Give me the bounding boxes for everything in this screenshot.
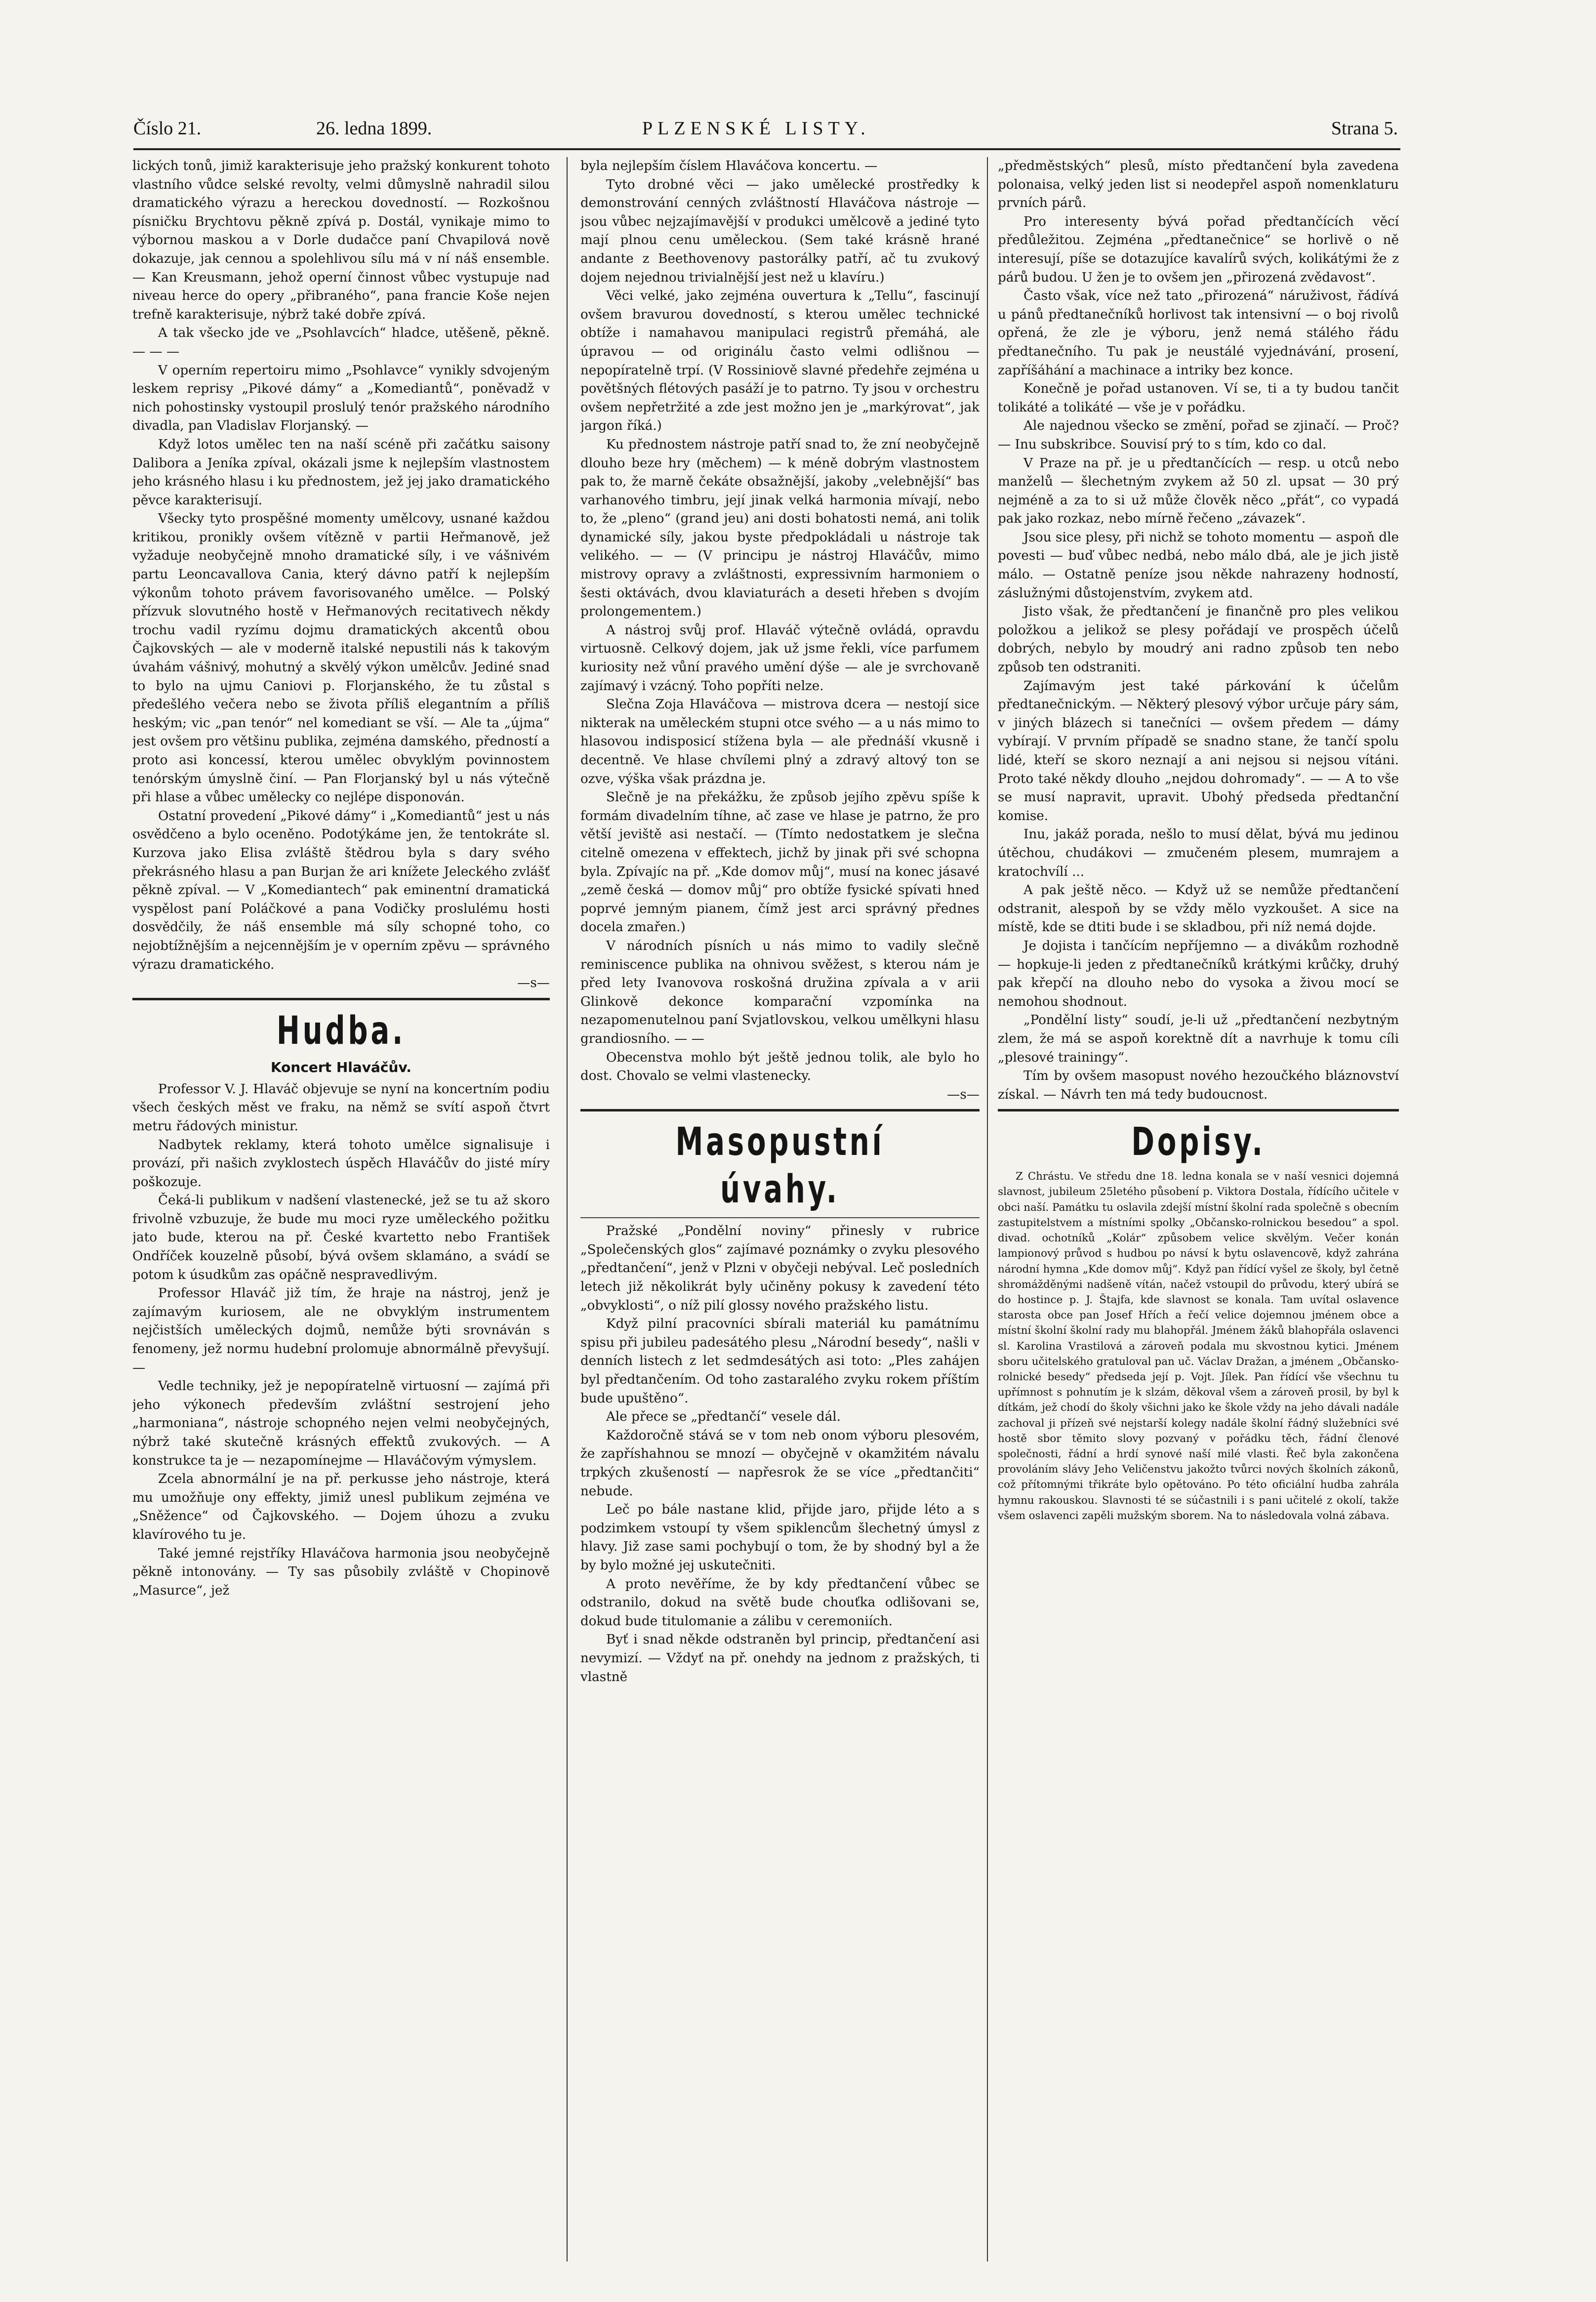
paragraph: Čeká-li publikum v nadšení vlastenecké, jež se tu až skoro frivolně vzbuzuje, že bude mu moci ryze uměleckého požitku jato bude, kterou na př. České kvartetto nebo František Ondříček kouzelně působí, bývá ovšem sklamáno, a svádí se potom k úsudkům zas opáčně nespravedlivým. — [132, 1193, 550, 1282]
letters-block — [998, 1169, 1399, 1523]
paragraph: Když lotos umělec ten na naší scéně při začátku saisony Dalibora a Jeníka zpíval, okázali jsme k nejlepším vlastnostem jeho krásného hlasu i ku přednostem, jež jej jako dramatického pěvce karakterisují. — [132, 437, 550, 508]
paragraph: „Pondělní listy“ soudí, je-li už „předtančení nezbytným zlem, že má se aspoň korektně dít a navrhuje k tomu cíli „plesové trainingy“. — [998, 1013, 1399, 1065]
paragraph: Ale přece se „předtančí“ vesele dál. — [606, 1409, 841, 1425]
paragraph: V Praze na př. je u předtančících — resp. u otců nebo manželů — šlechetným zvykem až 50 zl. upsat — 30 prý nejméně a za to si už může člověk něco „přát“, co vypadá pak jako rozkaz, nebo mírně řečeno „závazek“. — [998, 455, 1399, 527]
paragraph: lických tonů, jimiž karakterisuje jeho pražský konkurent tohoto vlastního vůdce selské revolty, velmi důmyslně nahradil silou dramatického výrazu a hereckou dovedností. — Rozkošnou písničku Brychtovu pěkně zpívá p. Dostál, vynikaje mimo to výbornou maskou a v Dorle dudačce paní Chvapilová nově dokazuje, jak cennou a spolehlivou sílu má v ní náš ensemble. — Kan Kreusmann, jehož operní činnost vůbec vystupuje nad niveau herce do opery „přibraného“, pana francie Koše nejen trefně karakterisuje, nýbrž také dobře zpívá. — [132, 159, 550, 322]
paragraph: A proto nevěříme, že by kdy předtančení vůbec se odstranilo, dokud na světě bude chouťka odlišovani se, dokud bude titulomanie a zálibu v ceremoniích. — [580, 1576, 980, 1629]
paragraph: Obecenstva mohlo být ještě jednou tolik, ale bylo ho dost. Chovalo se velmi vlastenecky. — [580, 1050, 980, 1084]
paragraph: Tím by ovšem masopust nového hezoučkého bláznovství získal. — Návrh ten má tedy budoucnost. — [998, 1069, 1399, 1102]
paragraph: Je dojista i tančícím nepříjemno — a divákům rozhodně — hopkuje-li jeden z předtanečníků krátkými krůčky, druhý pak křepčí na dlouho nebo do vysoka a živou mocí se nemohou shodnout. — [998, 938, 1399, 1009]
section-rule — [580, 1217, 980, 1218]
section-title-masopustni-uvahy: Masopustní úvahy. — [675, 1120, 885, 1212]
paragraph: Jsou sice plesy, při nichž se tohoto momentu — aspoň dle povesti — buď vůbec nedbá, nebo málo dbá, ale je jich jistě málo. — Ostatně peníze jsou někde nahrazeny hodností, záslužnými důstojenstvím, zvykem atd. — [998, 530, 1399, 601]
paragraph: „předměstských“ plesů, místo předtančení byla zavedena polonaisa, velký jeden list si neodepřel aspoň nomenklaturu prvních párů. — [998, 159, 1399, 211]
paragraph: Inu, jakáž porada, nešlo to musí dělat, bývá mu jedinou útěchou, chudákovi — zmučeném plesem, mumrajem a kratochvílí ... — [998, 827, 1399, 879]
section-rule — [132, 998, 550, 1000]
section-title-dopisy: Dopisy. — [1131, 1120, 1266, 1165]
issue-date: 26. ledna 1899. — [316, 118, 432, 139]
paragraph: Ku přednostem nástroje patří snad to, že zní neobyčejně dlouho beze hry (měchem) — k méně dobrým vlastnostem pak to, že marně čekáte obsažnější, jakoby „velebnější“ bas varhanového timbru, její jinak velká harmonia mívají, nebo to, že „pleno“ (grand jeu) ani dosti bohatosti nemá, ani tolik dynamické síly, jakou byste předpokládali u nástroje tak velikého. — — (V principu je nástroj Hlaváčův, mimo mistrovy opravy a zvláštnosti, expressivním harmoniem o šesti oktávách, dvou klaviaturách a deseti hřeben s dvojím prolongementem.) — [580, 437, 980, 619]
paragraph: Každoročně stává se v tom neb onom výboru plesovém, že zapříshahnou se mnozí — obyčejně v okamžitém návalu trpkých zkušeností — napřesrok že se více „předtančiti“ nebude. — [580, 1428, 980, 1499]
paragraph: Pražské „Pondělní noviny“ přinesly v rubrice „Společenských glos“ zajímavé poznámky o zvyku plesového „předtančení“, jenž v Plzni v obyčeji nebýval. Leč posledních letech již několikrát byly učiněny pokusy k zavedení této „obvyklosti“, o níž pilí glossy nového pražského listu. — [580, 1224, 980, 1313]
page-header — [133, 113, 1398, 147]
paragraph: Pro interesenty bývá pořad předtančících věcí předůležitou. Zejména „předtanečnice“ se horlivě o ně interesují, píše se dotazujíce kavalírů svých, kolikátými že z párů budou. U žen je to ovšem jen „přirozená zvědavost“. — [998, 214, 1399, 285]
paragraph: Slečně je na překážku, že způsob jejího zpěvu spíše k formám divadelním tíhne, ač zase ve hlase je patrno, že pro větší jeviště asi nestačí. — (Tímto nedostatkem je slečna citelně omezena v effektech, jichž by jinak při své schopna byla. Zpívajíc na př. „Kde domov můj“, musí na konec jásavé „země česká — domov můj“ pro obtíže fysické spívati hned poprvé jemným pianem, čímž jest arci správný přednes docela zmařen.) — [580, 790, 980, 935]
column-divider — [987, 157, 988, 2261]
paragraph: A tak všecko jde ve „Psohlavcích“ hladce, utěšeně, pěkně. — — — — [132, 326, 550, 359]
paragraph: Ale najednou všecko se změní, pořad se zjinačí. — Proč? — Inu subskribce. Souvisí prý to s tím, kdo co dal. — [998, 418, 1399, 452]
author-signature: —s— — [947, 1087, 980, 1102]
author-signature: —s— — [517, 976, 550, 991]
paragraph: Všecky tyto prospěšné momenty umělcovy, usnané každou kritikou, pronikly ovšem vítězně v partii Heřmanově, jež vyžaduje neobyčejně mnoho dramatické síly, i ve vášnivém partu Leoncavallova Cania, který dávno patří k nejlepším výkonům tohoto právem favorisovaného umělce. — Polský přízvuk slovutného hostě v Heřmanových recitativech někdy trochu vadil ryzímu dojmu dramatických akcentů obou Čajkovských — ale v moderně italské nepustili nás k takovým úvahám vášnivý, mohutný a skvělý výkon umělcův. Jediné snad to bylo na ujmu Caniovi p. Florjanského, že tu zůstal s předešlého večera nebo se života příliš elegantním a příliš heským; vic „pan tenór“ nel komediant se vší. — Ale ta „újma“ jest ovšem pro většinu publika, zejména damského, předností a proto asi koncessí, kterou umělec obvyklým povinnostem tenórským úmyslně činí. — Pan Florjanský byl u nás výtečně při hlase a vůbec umělecky co nejlépe disponován. — [132, 511, 550, 805]
paragraph: V národních písních u nás mimo to vadily slečně reminiscence publika na ohnivou svěžest, s kterou nám je před lety Ivanovova roskošná družina zpívala a v arii Glinkově dekonce komparační vzpomínka na nezapomenutelnou paní Svjatlovskou, velkou umělkyni hlasu grandiosního. — — — [580, 938, 980, 1046]
header-rule — [133, 148, 1400, 150]
paragraph: Tyto drobné věci — jako umělecké prostředky k demonstrování cenných zvláštností Hlaváčova nástroje — jsou vůbec nejzajímavější v produkci umělcově a jediné tyto mají plnou cenu uměleckou. (Sem také krásně hrané andante z Beethovenovy pastorálky patří, ač tu zvukový dojem nejednou trivialnější jest než u klavíru.) — [580, 177, 980, 285]
paragraph: Zajímavým jest také párkování k účelům předtanečnickým. — Některý plesový výbor určuje páry sám, v jiných blázech si tanečníci — ovšem předem — dámy vybírají. V prvním případě se snadno stane, že tančí spolu lidé, kteří se skoro neznají a ani nejsou si nejsou vítáni. Proto také někdy dlouho „nejdou dohromady“. — — A to vše se musí napravit, upravit. Ubohý předseda předtanční komise. — [998, 678, 1399, 823]
paragraph: Leč po bále nastane klid, přijde jaro, přijde léto a s podzimkem vstoupí ty všem spiklencům šlechetný úmysl z hlavy. Již zase sami pochybují o tom, že by shodný byl a že by bylo možné jej uskutečniti. — [580, 1502, 980, 1573]
paragraph: Byť i snad někde odstraněn byl princip, předtančení asi nevymizí. — Vždyť na př. onehdy na jednom z pražských, ti vlastně — [580, 1632, 980, 1685]
paragraph: Professor V. J. Hlaváč objevuje se nyní na koncertním podiu všech českých měst ve fraku, na němž se svítí aspoň čtvrt metru řádových ministur. — [132, 1081, 550, 1134]
paragraph: A pak ještě něco. — Když už se nemůže předtančení odstranit, alespoň by se vždy mělo vyzkoušet. A sice na místě, kde se dtiti bude i se skladbou, při níž nemá dojde. — [998, 883, 1399, 935]
article-subtitle: Koncert Hlaváčův. — [270, 1059, 412, 1075]
paragraph: Ostatní provedení „Pikové dámy“ i „Komediantů“ jest u nás osvědčeno a bylo oceněno. Podotýkáme jen, že tentokráte sl. Kurzova jako Elisa zvláště štědrou byla s dary svého překrásného hlasu a pan Burjan že ari knížete Jeleckého zvlášť pěkně zpíval. — V „Komediantech“ pak eminentní dramatická vyspělost paní Poláčkové a pana Vodičky proslulému hosti dosvědčily, že náš ensemble má síly schopné toho, co nejobtížnějším a nejcennějším je v operním zpěvu — správného výrazu dramatického. — [132, 808, 550, 972]
section-rule — [580, 1109, 980, 1111]
paragraph: Nadbytek reklamy, která tohoto umělce signalisuje i provází, při našich zvyklostech úspěch Hlaváčův do jisté míry poškozuje. — [132, 1137, 550, 1190]
paragraph: Věci velké, jako zejména ouvertura k „Tellu“, fascinují ovšem bravurou dovedností, s kterou umělec technické obtíže i namahavou manipulaci registrů přemáhá, ale úpravou — od originálu často velmi odlišnou — nepopíratelně trpí. (V Rossiniově slavné předehře zejména u povětšných flétových pasáží je to patrno. Ty jsou v orchestru ovšem nepřetržité a zde jest možno jen je „markýrovat“, jak jargon říká.) — [580, 288, 980, 434]
paragraph: Vedle techniky, jež je nepopíratelně virtuosní — zajímá při jeho výkonech především zvláštní sestrojení jeho „harmoniana“, nástroje schopného nejen velmi neobyčejných, nýbrž také skutečně krásných effektů zvukových. — A konstrukce ta je — nezapomínejme — Hlaváčovým výmyslem. — [132, 1379, 550, 1468]
paragraph: Také jemné rejstříky Hlaváčova harmonia jsou neobyčejně pěkně intonovány. — Ty sas působily zvláště v Chopinově „Masurce“, jež — [132, 1546, 550, 1598]
paragraph: A nástroj svůj prof. Hlaváč výtečně ovládá, opravdu virtuosně. Celkový dojem, jak už jsme řekli, více parfumem kuriosity než vůní pravého umění dýše — ale je svrchovaně zajímavý i vzácný. Toho popříti nelze. — [580, 622, 980, 694]
paragraph: Jisto však, že předtančení je finančně pro ples velikou položkou a jelikož se plesy pořádají ve prospěch účelů dobrých, nebylo by moudrý ani radno způsob ten nebo způsob ten odstraniti. — [998, 604, 1399, 675]
paragraph: Z Chrástu. Ve středu dne 18. ledna konala se v naší vesnici dojemná slavnost, jubileum 25letého působení p. Viktora Dostala, řídícího učitele v obci naší. Památku tu oslavila zdejší místní školní rada společně s obecním zastupitelstvem a místními spolky „Občansko-rolnickou besedou“ a spol. divad. ochotníků „Kolár“ způsobem velice skvělým. Večer konán lampionový průvod s hudbou po návsí k bytu oslavencově, když zahrána národní hymna „Kde domov můj“. Když pan řídící vyšel ze školy, byl četně shromážděnými nadšeně vítán, načež vstoupil do průvodu, který ubírá se do hostince p. J. Štajfa, kde slavnost se konala. Tam uvítal oslavence starosta obce pan Josef Hřích a řečí velice dojemnou jménem obce a místní školní školní rady mu blahopřál. Jménem žáků blahopřála oslavenci sl. Karolina Vrastilová a zároveň podala mu skvostnou kytici. Jménem sboru učitelského gratuloval pan uč. Václav Dražan, a jménem „Občansko-rolnické besedy“ předseda její p. Vojt. Jílek. Pan řídící vše všechnu tu upřímnost s pohnutím je k slzám, děkoval všem a zároveň prosil, by byl k dítkám, jež chodí do školy všichni jako ke škole vždy na jeho dávali nadále zachoval ji přízeň své nejstarší kolegy nadále školní řádný služebníci své hostě sbor těmito slovy pozvaný v pořádku těch, řádní členové společnosti, řádní a hrdí synové naší milé vlasti. Řeč byla zakončena provoláním slávy Jeho Veličenstvu jakožto tvůrci nových školních zákonů, což přítomnými třikráte bylo opětováno. Po této oficiální hudba zahrála hymnu rakouskou. Slavnosti té se súčastnili i s pani učitelé z okolí, takže všem oslavenci zapěli mužským sborem. Na to následovala volná zábava. — [998, 1170, 1399, 1522]
issue-number: Číslo 21. — [133, 118, 202, 139]
page-number: Strana 5. — [1331, 118, 1398, 139]
section-rule — [998, 1109, 1399, 1111]
column-2 — [580, 157, 980, 2257]
section-title-hudba: Hudba. — [276, 1008, 406, 1053]
column-1 — [132, 157, 550, 2257]
newspaper-title: PLZENSKÉ LISTY. — [642, 118, 870, 139]
paragraph: Když pilní pracovníci sbírali materiál ku památnímu spisu při jubileu padesátého plesu „Národní besedy“, našli v denních listech z let sedmdesátých asi toto: „Ples zahájen byl předtančením. Od toho zastaralého zvyku rokem příštím bude upuštěno“. — [580, 1316, 980, 1406]
column-divider — [567, 157, 568, 2261]
paragraph: Professor Hlaváč již tím, že hraje na nástroj, jenž je zajímavým kuriosem, ale ne obvyklým instrumentem nejčistších uměleckých dojmů, nemůže býti srovnáván s fenomeny, jež normu hudební prolomuje abnormálně převyšují. — — [132, 1286, 550, 1375]
paragraph: V operním repertoiru mimo „Psohlavce“ vynikly sdvojeným leskem reprisy „Pikové dámy“ a „Komediantů“, poněvadž v nich pohostinsky vystoupil proslulý tenór pražského národního divadla, pan Vladislav Florjanský. — — [132, 363, 550, 434]
paragraph: byla nejlepším číslem Hlaváčova koncertu. — — [580, 159, 878, 173]
column-3 — [998, 157, 1399, 2257]
paragraph: Často však, více než tato „přirozená“ náruživost, řádívá u pánů předtanečníků horlivost tak intensivní — o boj rivolů opřená, že zle je výboru, jenž nemá stálého řádu předtanečního. Tu pak je neustálé vyjednávání, prosení, zapříšáhání a machinace a intriky bez konce. — [998, 288, 1399, 378]
paragraph: Zcela abnormální je na př. perkusse jeho nástroje, která mu umožňuje ony effekty, jimiž unesl publikum zejména ve „Sněžence“ od Čajkovského. — Dojem úhozu a zvuku klavírového tu je. — [132, 1472, 550, 1542]
paragraph: Konečně je pořad ustanoven. Ví se, ti a ty budou tančit tolikáté a tolikáté — vše je v pořádku. — [998, 381, 1399, 415]
paragraph: Slečna Zoja Hlaváčova — mistrova dcera — nestojí sice nikterak na uměleckém stupni otce svého — a u nás mimo to hlasovou indisposicí stížena byla — ale přednáší vkusně i decentně. Ve hlase chvílemi plný a zdravý altový ton se ozve, výška však prázdna je. — [580, 697, 980, 786]
